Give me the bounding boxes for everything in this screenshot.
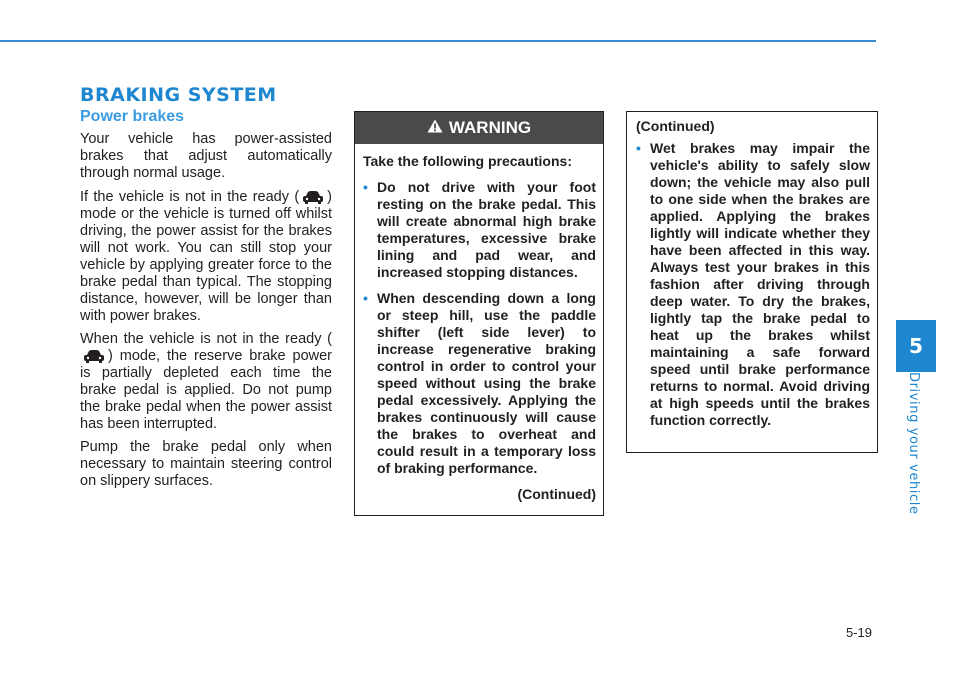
- paragraph-2: [80, 189, 332, 325]
- bullet-icon: •: [363, 179, 368, 195]
- paragraph-2-end: ) mode or the vehicle is turned off whilst driving, the power assist for the brakes will not work. You can still stop your vehicle by applying greater force to the brake pedal than typical. The stopping distance, however, will be longer than with power brakes.: [80, 189, 332, 324]
- continuation-list: [636, 140, 870, 429]
- page-number: 5-19: [846, 625, 873, 640]
- warning-header: [355, 112, 603, 144]
- warning-list: [363, 179, 596, 477]
- warning-intro: Take the following precautions:: [363, 153, 572, 169]
- warning-triangle-icon: [427, 118, 443, 138]
- paragraph-3: [80, 331, 332, 433]
- paragraph-2-start: If the vehicle is not in the ready (: [80, 189, 300, 205]
- top-rule: [0, 40, 876, 42]
- chapter-title-wrap: [906, 372, 926, 515]
- bullet-icon: •: [363, 290, 368, 306]
- section-title: BRAKING SYSTEM: [80, 84, 277, 106]
- paragraph-4: Pump the brake pedal only when necessary to maintain steering control on slippery surfaces.: [80, 439, 332, 489]
- subheading-power-brakes: Power brakes: [80, 108, 185, 125]
- chapter-title: Driving your vehicle: [906, 372, 921, 515]
- warning-box: [354, 111, 604, 516]
- warning-body: [355, 144, 603, 503]
- left-column: [80, 108, 332, 496]
- bullet-icon: •: [636, 140, 641, 156]
- continued-heading: (Continued): [636, 118, 715, 134]
- list-item: • Do not drive with your foot resting on the brake pedal. This will create abnormal high brake temperatures, excessive brake lining and pad wear, and increased stopping distances.: [363, 179, 596, 280]
- paragraph-3-start: When the vehicle is not in the ready (: [80, 331, 332, 347]
- list-item: • When descending down a long or steep hill, use the paddle shifter (left side lever) to increase regenerative braking control in order to control your speed without using the brake pedal excessively. Applying the brakes continuously will cause the brakes to overheat and could result in a temporary loss of braking performance.: [363, 290, 596, 476]
- warning-title: WARNING: [448, 118, 532, 137]
- car-ready-icon: [81, 348, 107, 365]
- continuation-box: [626, 111, 878, 453]
- chapter-tab: 5: [896, 320, 936, 372]
- list-item: • Wet brakes may impair the vehicle's ability to safely slow down; the vehicle may also pull to one side when the brakes are applied. Applying the brakes lightly will indicate whether they have been affected in this way. Always test your brakes in this fashion after driving through deep water. To dry the brakes, lightly tap the brake pedal to heat up the brakes whilst maintaining a safe forward speed until brake performance returns to normal. Avoid driving at high speeds until the brakes function correctly.: [636, 140, 870, 428]
- car-ready-icon: [300, 189, 326, 206]
- paragraph-3-end: ) mode, the reserve brake power is partially depleted each time the brake pedal is applied. Do not pump the brake pedal when the power assist has been interrupted.: [80, 348, 332, 432]
- continued-label: (Continued): [517, 486, 596, 502]
- paragraph-1: Your vehicle has power-assisted brakes that adjust automatically through normal usage.: [80, 131, 332, 181]
